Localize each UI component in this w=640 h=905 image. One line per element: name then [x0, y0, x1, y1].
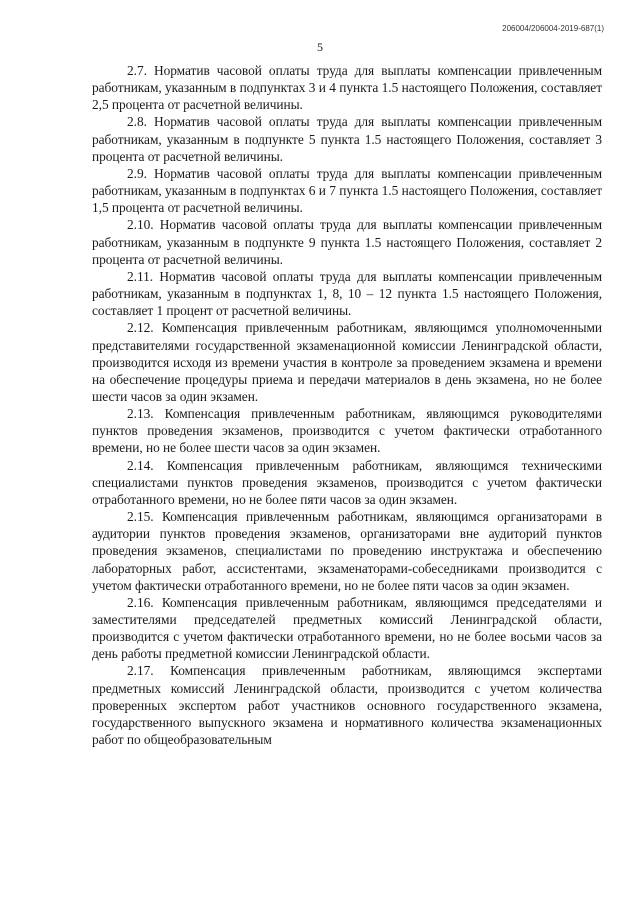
paragraph-2-10: 2.10. Норматив часовой оплаты труда для выплаты компенсации привлеченным работникам, указанным в подпункте 9 пункта 1.5 настоящего Положения, составляет 2 процента от расчетной величины.	[92, 217, 602, 267]
paragraph-2-16: 2.16. Компенсация привлеченным работникам, являющимся председателями и заместителями председателей предметных комиссий Ленинградской области, производится с учетом фактически отработанного времени, но не более восьми часов за день работы предметной комиссии Ленинградской области.	[92, 594, 602, 662]
paragraph-2-8: 2.8. Норматив часовой оплаты труда для выплаты компенсации привлеченным работникам, указанным в подпункте 5 пункта 1.5 настоящего Положения, составляет 3 процента от расчетной величины.	[92, 114, 602, 164]
paragraph-2-14: 2.14. Компенсация привлеченным работникам, являющимся техническими специалистами пунктов проведения экзаменов, производится с учетом фактически отработанного времени, но не более пяти часов за один экзамен.	[92, 457, 602, 507]
paragraph-2-12: 2.12. Компенсация привлеченным работникам, являющимся уполномоченными представителями государственной экзаменационной комиссии Ленинградской области, производится исходя из времени участия в контроле за проведением экзамена и времени на обеспечение процедуры приема и передачи материалов в день экзамена, но не более шести часов за один экзамен.	[92, 320, 602, 404]
document-id: 206004/206004-2019-687(1)	[502, 24, 604, 33]
page-number: 5	[317, 40, 323, 54]
paragraph-2-7: 2.7. Норматив часовой оплаты труда для выплаты компенсации привлеченным работникам, указанным в подпунктах 3 и 4 пункта 1.5 настоящего Положения, составляет 2,5 процента от расчетной величины.	[92, 63, 602, 113]
paragraph-2-13: 2.13. Компенсация привлеченным работникам, являющимся руководителями пунктов проведения экзаменов, производится с учетом фактически отработанного времени, но не более шести часов за один экзамен.	[92, 406, 602, 456]
document-body	[92, 62, 602, 748]
paragraph-2-17: 2.17. Компенсация привлеченным работникам, являющимся экспертами предметных комиссий Ленинградской области, производится с учетом количества проверенных экспертом работ участников основного государственного экзамена, государственного выпускного экзамена и нормативного количества экзаменационных работ по общеобразовательным	[92, 663, 602, 748]
paragraph-2-11: 2.11. Норматив часовой оплаты труда для выплаты компенсации привлеченным работникам, указанным в подпунктах 1, 8, 10 – 12 пункта 1.5 настоящего Положения, составляет 1 процент от расчетной величины.	[92, 268, 602, 319]
paragraph-2-15: 2.15. Компенсация привлеченным работникам, являющимся организаторами в аудитории пунктов проведения экзаменов, организаторами вне аудиторий пунктов проведения экзаменов, специалистами по проведению инструктажа и обеспечению лабораторных работ, ассистентами, экзаменаторами-собеседниками производится с учетом фактически отработанного времени, но не более пяти часов за один экзамен.	[92, 509, 602, 593]
paragraph-2-9: 2.9. Норматив часовой оплаты труда для выплаты компенсации привлеченным работникам, указанным в подпунктах 6 и 7 пункта 1.5 настоящего Положения, составляет 1,5 процента от расчетной величины.	[92, 165, 602, 216]
